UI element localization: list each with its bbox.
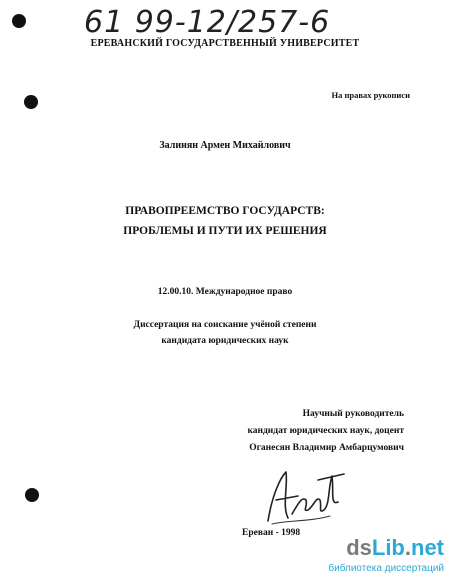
watermark-subtitle: библиотека диссертаций [328,563,444,574]
punch-hole-mark [12,14,26,28]
punch-hole-mark [25,488,39,502]
specialty-code: 12.00.10. Международное право [157,287,293,297]
degree-line-1: Диссертация на соискание учёной степени [133,320,317,330]
handwritten-number-text: 61 99-12/257-6 [84,5,331,40]
handwritten-archive-number [82,2,332,40]
dslib-logo [346,536,444,560]
logo-part-net: net [411,535,444,560]
city-and-year: Ереван - 1998 [242,528,301,538]
dslib-watermark [320,536,444,578]
supervisor-credentials: кандидат юридических наук, доцент [247,426,404,436]
dissertation-title-line-1: ПРАВОПРЕЕМСТВО ГОСУДАРСТВ: [125,205,325,217]
manuscript-rights-note: На правах рукописи [331,90,410,100]
dissertation-title-line-2: ПРОБЛЕМЫ И ПУТИ ИХ РЕШЕНИЯ [123,225,327,237]
logo-part-lib: Lib [371,535,405,560]
logo-part-dot: . [404,535,411,560]
supervisor-name: Оганесян Владимир Амбарцумович [249,443,404,453]
supervisor-label: Научный руководитель [302,409,404,419]
university-name: ЕРЕВАНСКИЙ ГОСУДАРСТВЕННЫЙ УНИВЕРСИТЕТ [90,38,360,49]
degree-line-2: кандидата юридических наук [161,336,289,346]
logo-part-ds: ds [346,535,372,560]
handwritten-signature [258,466,348,528]
author-name: Залинян Армен Михайлович [159,140,291,151]
punch-hole-mark [24,95,38,109]
